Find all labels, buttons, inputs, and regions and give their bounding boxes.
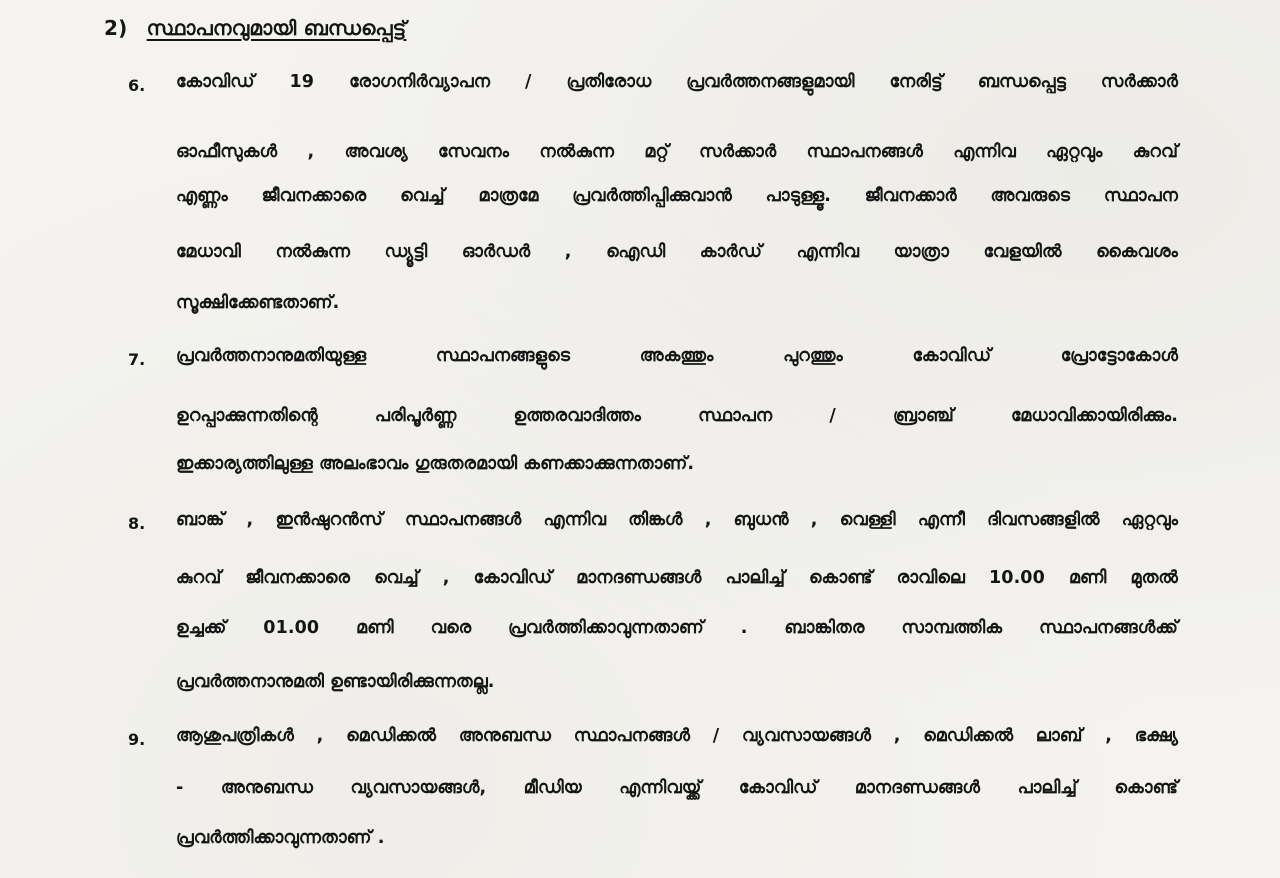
item-line: മേധാവി നൽകുന്ന ഡ്യൂട്ടി ഓർഡർ , ഐഡി കാർഡ് എന്നിവ യാത്രാ വേളയിൽ കൈവശം (176, 242, 1178, 262)
item-line: പ്രവർത്തനാനുമതിയുള്ള സ്ഥാപനങ്ങളുടെ അകത്തും പുറത്തും കോവിഡ് പ്രോട്ടോകോൾ (176, 346, 1178, 366)
item-line: പ്രവർത്തനാനുമതി ഉണ്ടായിരിക്കുന്നതല്ല. (176, 672, 495, 692)
item-number: 8. (128, 514, 146, 533)
item-line: ഇക്കാര്യത്തിലുള്ള അലംഭാവം ഗുരുതരമായി കണക്കാക്കുന്നതാണ്. (176, 454, 695, 474)
item-line: ആശുപത്രികൾ , മെഡിക്കൽ അനുബന്ധ സ്ഥാപനങ്ങൾ / വ്യവസായങ്ങൾ , മെഡിക്കൽ ലാബ് , ഭക്ഷ്യ (176, 726, 1178, 746)
item-line: ഉറപ്പാക്കുന്നതിന്റെ പരിപൂർണ്ണ ഉത്തരവാദിത്തം സ്ഥാപന / ബ്രാഞ്ച് മേധാവിക്കായിരിക്കും. (176, 406, 1178, 426)
item-line: ബാങ്ക് , ഇൻഷുറൻസ് സ്ഥാപനങ്ങൾ എന്നിവ തിങ്കൾ , ബുധൻ , വെള്ളി എന്നീ ദിവസങ്ങളിൽ ഏറ്റവും (176, 510, 1178, 530)
item-line: ഓഫീസുകൾ , അവശ്യ സേവനം നൽകുന്ന മറ്റ് സർക്കാർ സ്ഥാപനങ്ങൾ എന്നിവ ഏറ്റവും കുറവ് (176, 142, 1178, 162)
item-line: കുറവ് ജീവനക്കാരെ വെച്ച് , കോവിഡ് മാനദണ്ഡങ്ങൾ പാലിച്ച് കൊണ്ട് രാവിലെ 10.00 മണി മുതൽ (176, 568, 1178, 588)
item-number: 9. (128, 730, 146, 749)
item-line: എണ്ണം ജീവനക്കാരെ വെച്ച് മാത്രമേ പ്രവർത്തിപ്പിക്കുവാൻ പാടുള്ളൂ. ജീവനക്കാർ അവരുടെ സ്ഥാപന (176, 186, 1178, 206)
item-number: 6. (128, 76, 146, 95)
item-line: ഉച്ചക്ക് 01.00 മണി വരെ പ്രവർത്തിക്കാവുന്നതാണ് . ബാങ്കിതര സാമ്പത്തിക സ്ഥാപനങ്ങൾക്ക് (176, 618, 1178, 638)
item-line: പ്രവർത്തിക്കാവുന്നതാണ് . (176, 828, 385, 848)
item-line: - അനുബന്ധ വ്യവസായങ്ങൾ, മീഡിയ എന്നിവയ്ക്ക് കോവിഡ് മാനദണ്ഡങ്ങൾ പാലിച്ച് കൊണ്ട് (176, 778, 1178, 798)
section-number: 2) (104, 16, 128, 40)
section-heading (104, 16, 406, 40)
item-line: കോവിഡ് 19 രോഗനിർവ്യാപന / പ്രതിരോധ പ്രവർത്തനങ്ങളുമായി നേരിട്ട് ബന്ധപ്പെട്ട സർക്കാർ (176, 72, 1178, 92)
section-title: സ്ഥാപനവുമായി ബന്ധപ്പെട്ട് (146, 16, 407, 40)
item-line: സൂക്ഷിക്കേണ്ടതാണ്. (176, 293, 340, 313)
item-number: 7. (128, 350, 146, 369)
